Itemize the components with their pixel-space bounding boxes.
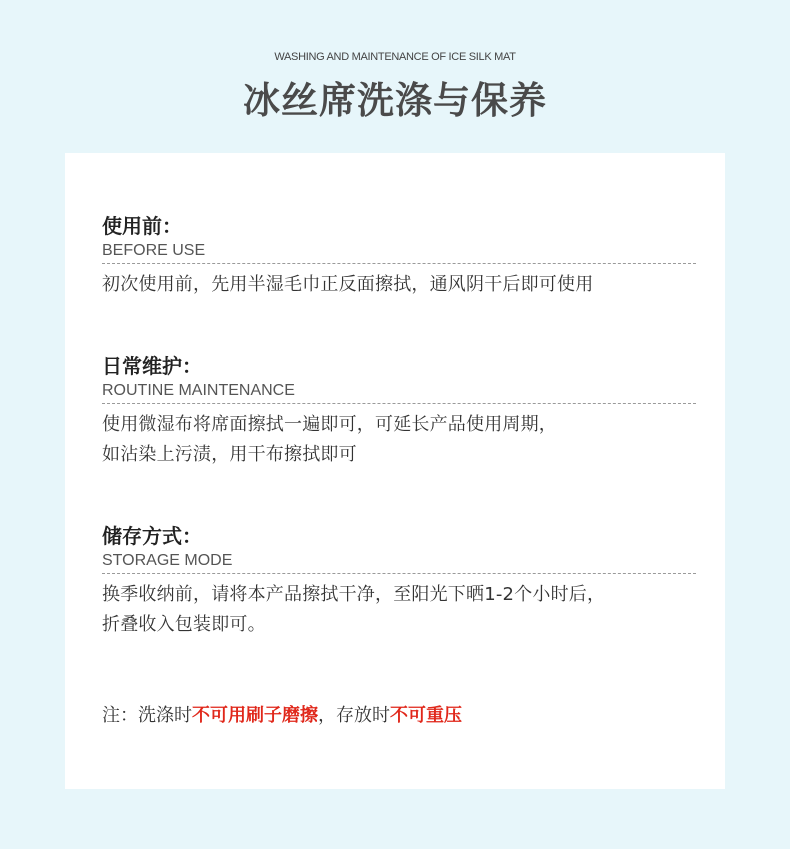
- note-warning-pressure: 不可重压: [390, 705, 462, 726]
- section-before-use: [102, 213, 696, 300]
- section-storage-mode: [102, 523, 696, 640]
- section-title: 日常维护：: [102, 354, 202, 378]
- care-note: [102, 701, 462, 731]
- section-subtitle-en: STORAGE MODE: [102, 551, 696, 574]
- note-middle: ，存放时: [318, 705, 390, 726]
- section-body: [102, 270, 696, 300]
- section-title: 储存方式：: [102, 524, 202, 548]
- section-subtitle-en: BEFORE USE: [102, 241, 696, 264]
- body-line: 换季收纳前，请将本产品擦拭干净，至阳光下晒1-2个小时后，: [102, 584, 606, 605]
- section-body: [102, 410, 696, 470]
- body-line: 初次使用前，先用半湿毛巾正反面擦拭，通风阴干后即可使用: [102, 274, 594, 295]
- section-routine-maintenance: [102, 353, 696, 470]
- note-warning-brush: 不可用刷子磨擦: [192, 705, 318, 726]
- body-line: 使用微湿布将席面擦拭一遍即可，可延长产品使用周期，: [102, 414, 557, 435]
- note-prefix: 注：洗涤时: [102, 705, 192, 726]
- page-subtitle-en: WASHING AND MAINTENANCE OF ICE SILK MAT: [274, 51, 516, 63]
- section-subtitle-en: ROUTINE MAINTENANCE: [102, 381, 696, 404]
- body-line: 如沾染上污渍，用干布擦拭即可: [102, 444, 357, 465]
- content-card: [65, 153, 725, 789]
- section-title: 使用前：: [102, 214, 182, 238]
- body-line: 折叠收入包装即可。: [102, 614, 266, 635]
- section-body: [102, 580, 696, 640]
- page-title: 冰丝席洗涤与保养: [243, 79, 547, 122]
